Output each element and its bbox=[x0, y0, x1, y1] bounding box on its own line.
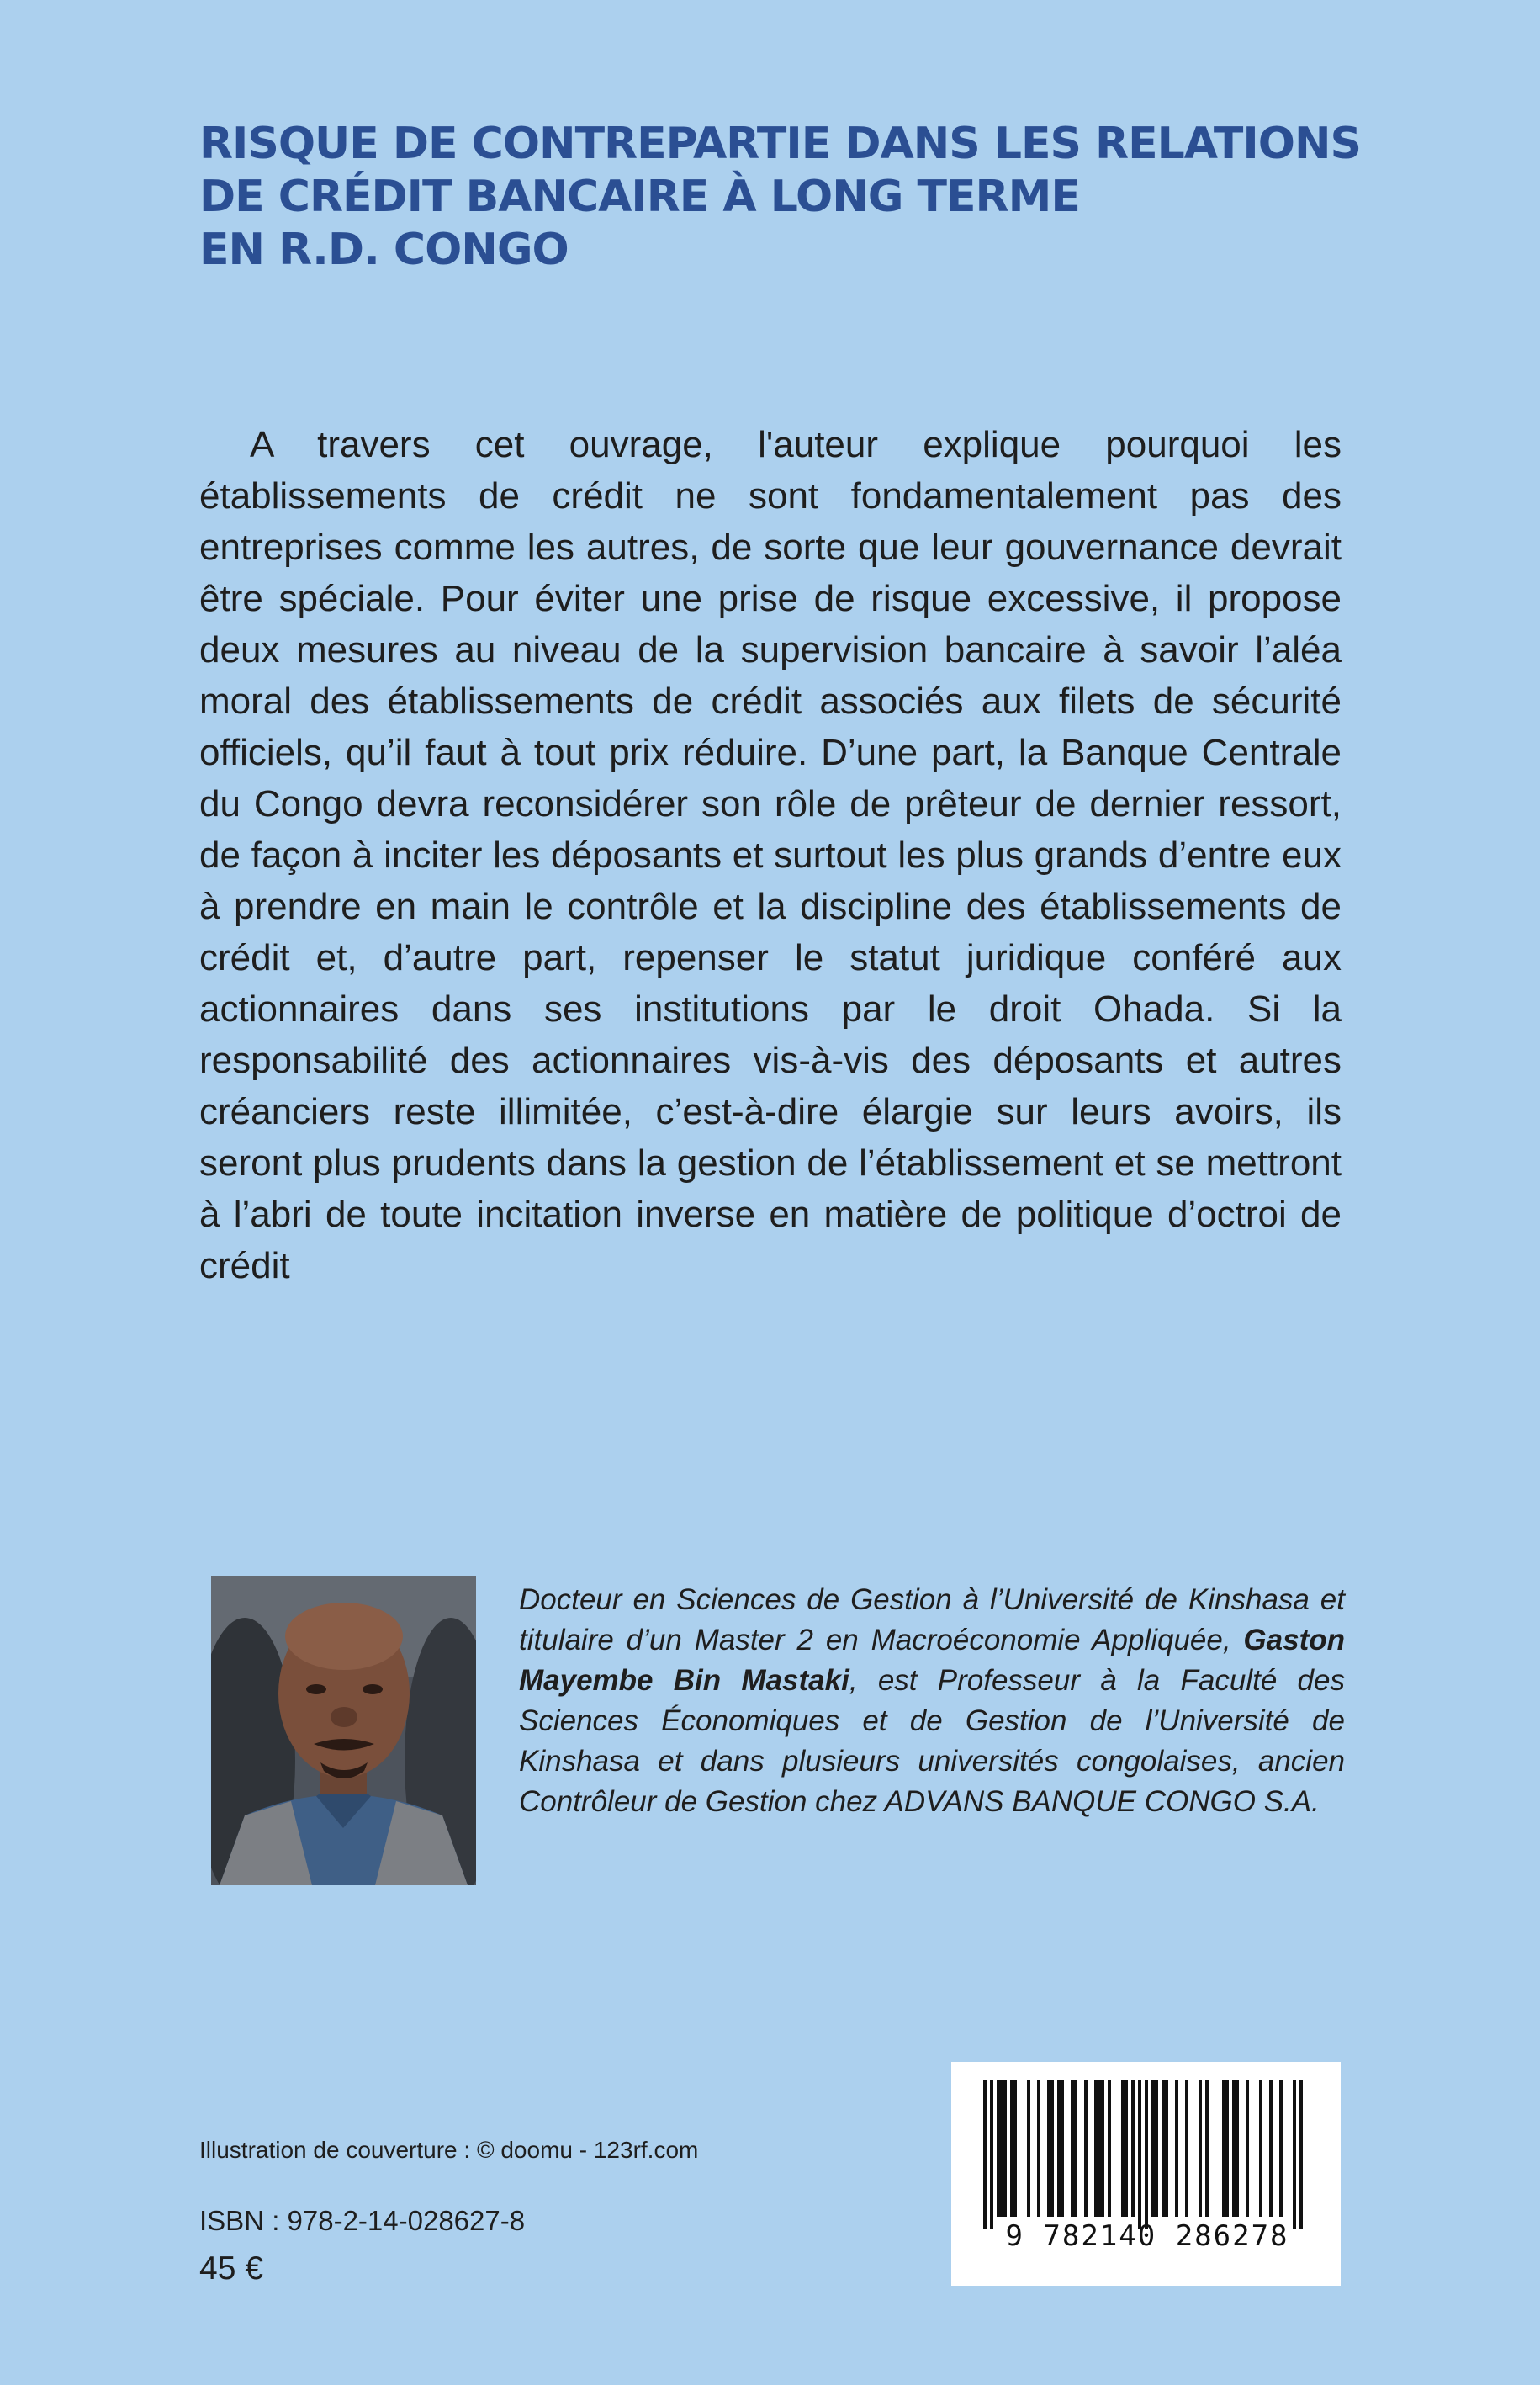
barcode-bar bbox=[1299, 2080, 1303, 2229]
author-name: Gaston Mayembe Bin Mastaki bbox=[519, 1624, 1345, 1697]
book-title-line-2: DE CRÉDIT BANCAIRE À LONG TERME bbox=[199, 172, 1080, 222]
barcode-bar bbox=[1138, 2080, 1141, 2229]
barcode-bar bbox=[1225, 2080, 1229, 2217]
barcode-bar bbox=[1027, 2080, 1030, 2217]
author-bio-intro: Docteur en Sciences de Gestion à l’Université de Kinshasa et titulaire d’un Master 2 en Macroéconomie Appliquée, bbox=[519, 1583, 1345, 1656]
book-title-line-1: RISQUE DE CONTREPARTIE DANS LES RELATIONS bbox=[199, 119, 1361, 169]
barcode-bar bbox=[1121, 2080, 1125, 2217]
barcode-bar bbox=[1259, 2080, 1262, 2217]
barcode-bar bbox=[1131, 2080, 1135, 2217]
isbn-number: ISBN : 978-2-14-028627-8 bbox=[199, 2205, 526, 2236]
barcode-bar bbox=[997, 2080, 1000, 2217]
author-biography bbox=[519, 1580, 1345, 1822]
barcode-bar bbox=[1037, 2080, 1040, 2217]
barcode-bar bbox=[1269, 2080, 1273, 2217]
barcode-bar bbox=[1246, 2080, 1249, 2217]
barcode-bar bbox=[1236, 2080, 1239, 2217]
barcode-bar bbox=[1145, 2080, 1148, 2229]
barcode-bar bbox=[983, 2080, 987, 2229]
barcode-bar bbox=[1084, 2080, 1088, 2217]
barcode-bar bbox=[1293, 2080, 1296, 2229]
barcode-bar bbox=[1057, 2080, 1061, 2217]
barcode-bar bbox=[990, 2080, 993, 2229]
barcode-bar bbox=[1155, 2080, 1158, 2217]
barcode-bar bbox=[1199, 2080, 1202, 2217]
barcode-bar bbox=[1185, 2080, 1188, 2217]
barcode-bar bbox=[1047, 2080, 1050, 2217]
barcode-bar bbox=[1061, 2080, 1064, 2217]
barcode-bar bbox=[1050, 2080, 1054, 2217]
barcode-bar bbox=[1098, 2080, 1101, 2217]
barcode-bar bbox=[1000, 2080, 1003, 2217]
barcode-bar bbox=[1175, 2080, 1178, 2217]
barcode-bar bbox=[1222, 2080, 1225, 2217]
barcode-bar bbox=[1279, 2080, 1283, 2217]
barcode-bar bbox=[1165, 2080, 1168, 2217]
barcode-bar bbox=[1071, 2080, 1074, 2217]
barcode-bar bbox=[1205, 2080, 1209, 2217]
barcode-bar bbox=[1013, 2080, 1017, 2217]
barcode-bar bbox=[1010, 2080, 1013, 2217]
barcode-bar bbox=[1125, 2080, 1128, 2217]
author-photo bbox=[211, 1576, 476, 1885]
barcode-bar bbox=[1074, 2080, 1077, 2217]
cover-illustration-credit: Illustration de couverture : © doomu - 123rf.com bbox=[199, 2137, 699, 2163]
synopsis-paragraph: A travers cet ouvrage, l'auteur explique pourquoi les établissements de crédit ne sont fondamentalement pas des entreprises comme les autres, de sorte que leur gouvernance devrait être spéciale. Pour éviter une prise de risque excessive, il propose deux mesures au niveau de la supervision bancaire à savoir l’aléa moral des établissements de crédit associés aux filets de sécurité officiels, qu’il faut à tout prix réduire. D’une part, la Banque Centrale du Congo devra reconsidérer son rôle de prêteur de dernier ressort, de façon à inciter les déposants et surtout les plus grands d’entre eux à prendre en main le contrôle et la discipline des établissements de crédit et, d’autre part, repenser le statut juridique conféré aux actionnaires dans ses institutions par le droit Ohada. Si la responsabilité des actionnaires vis-à-vis des déposants et autres créanciers reste illimitée, c’est-à-dire élargie sur leurs avoirs, ils seront plus prudents dans la gestion de l’établissement et se mettront à l’abri de toute incitation inverse en matière de politique d’octroi de crédit bbox=[199, 424, 1342, 1286]
book-title bbox=[199, 118, 1419, 277]
barcode-bar bbox=[1003, 2080, 1007, 2217]
barcode bbox=[951, 2062, 1341, 2286]
barcode-bar bbox=[1232, 2080, 1236, 2217]
barcode-bar bbox=[1151, 2080, 1155, 2217]
barcode-digits: 9 782140 286278 bbox=[1005, 2219, 1289, 2253]
barcode-bar bbox=[1094, 2080, 1098, 2217]
barcode-bar bbox=[1162, 2080, 1165, 2217]
author-portrait-image bbox=[211, 1576, 476, 1885]
barcode-bar bbox=[1108, 2080, 1111, 2217]
author-bio-details: , est Professeur à la Faculté des Sciences Économiques et de Gestion de l’Université de Kinshasa et dans plusieurs universités congolaises, ancien Contrôleur de Gestion chez ADVANS BANQUE CONGO S.A. bbox=[519, 1664, 1345, 1818]
barcode-bar bbox=[1101, 2080, 1104, 2217]
book-title-line-3: EN R.D. CONGO bbox=[199, 225, 569, 275]
book-price: 45 € bbox=[199, 2250, 263, 2287]
